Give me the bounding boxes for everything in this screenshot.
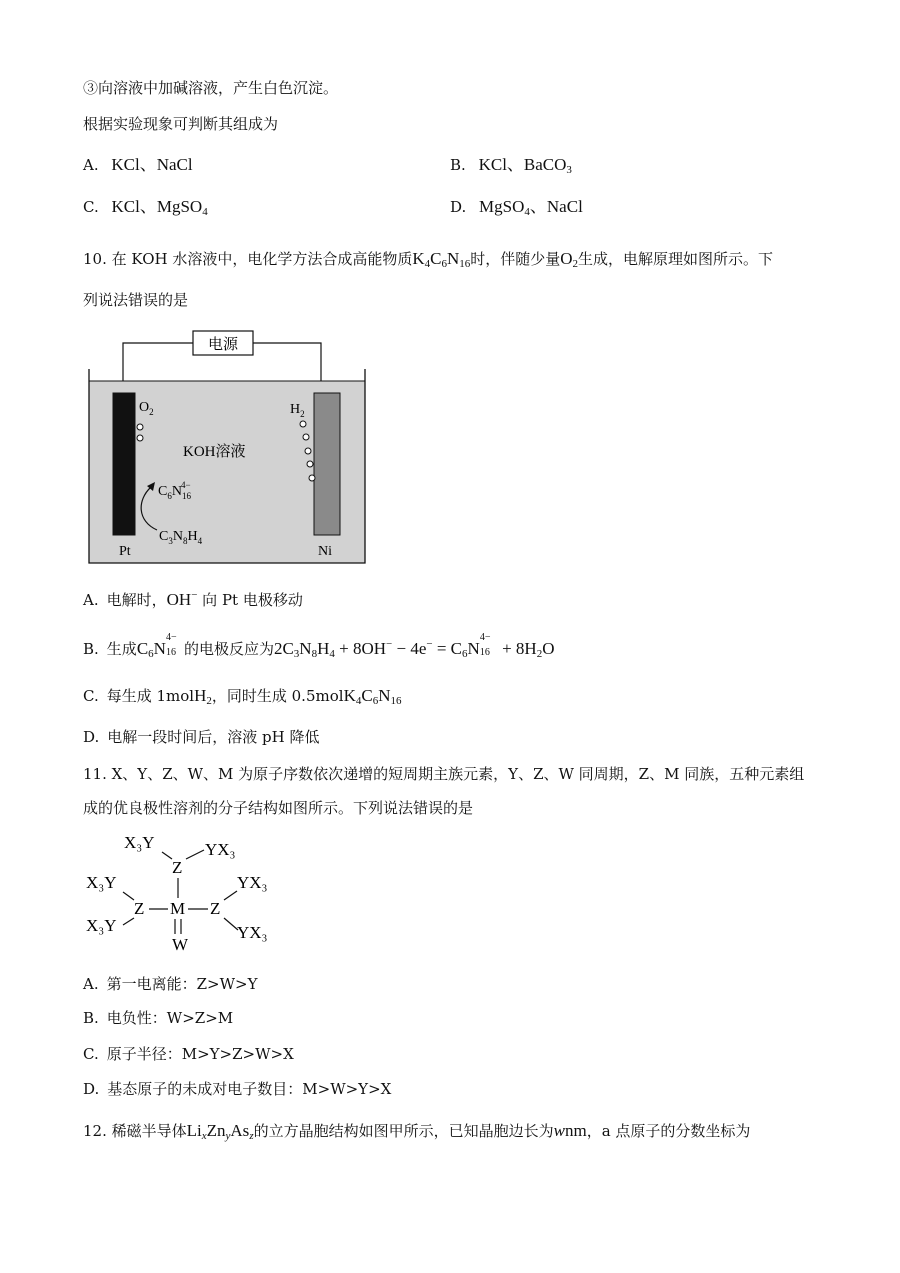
ni-electrode: [314, 393, 340, 535]
formula-lixznyasz: $Li_xZn_yAs_z$: [186, 1121, 254, 1142]
option-label: B.: [450, 156, 466, 174]
koh-solution-label: KOH溶液: [183, 444, 246, 460]
q9-step3: ③向溶液中加碱溶液，产生白色沉淀。: [83, 79, 339, 97]
product-label: $C_6N_{16}4-$: [158, 480, 191, 501]
q11-option-c: C. 原子半径：M>Y>Z>W>X: [83, 1045, 294, 1063]
formula-k4c6n16: $K_4C_6N_{16}$: [412, 249, 471, 270]
bubble: [309, 475, 315, 481]
q9-option-b: [450, 155, 572, 175]
ni-label: Ni: [318, 544, 332, 559]
group-yx3: YX₃: [205, 840, 236, 859]
group-x3y: X₃Y: [124, 833, 155, 852]
group-yx3: YX₃: [237, 923, 268, 942]
molecule-structure: [82, 828, 292, 958]
equation: $2C_3N_8H_4 + 8OH^- - 4e^- = C_6N$ 4− 16 + $8H_2O$: [273, 632, 555, 660]
q10-option-b: B. 生成$C_6N$ 4− 16 的电极反应为$2C_3N_8H_4 + 8OH^- - 4e^- = C_6N$ 4− 16 + $8H_2O$: [83, 632, 555, 660]
option-text: MgSO$_4$、NaCl: [479, 197, 583, 218]
option-text: KCl、NaCl: [111, 155, 193, 174]
q11-option-b: B. 电负性：W>Z>M: [83, 1009, 234, 1027]
bubble: [303, 434, 309, 440]
atom-z: Z: [134, 899, 145, 918]
q10-option-a: A. 电解时，OH− 向 Pt 电极移动: [83, 589, 303, 609]
group-x3y: X₃Y: [86, 916, 117, 935]
atom-z: Z: [172, 858, 183, 877]
h2-label: $H_2$: [290, 402, 305, 419]
q10-option-d: D. 电解一段时间后，溶液 pH 降低: [83, 728, 320, 746]
group-x3y: X₃Y: [86, 873, 117, 892]
o2-label: $O_2$: [139, 400, 154, 417]
atom-z: Z: [210, 899, 221, 918]
bubble: [137, 424, 143, 430]
bubble: [137, 435, 143, 441]
bubble: [305, 448, 311, 454]
q10-option-c: C. 每生成 1molH$_2$，同时生成 $0.5molK_4C_6N_{16}$: [83, 686, 402, 707]
reactant-label: $C_3N_8H_4$: [159, 529, 203, 546]
q9-option-c: [83, 197, 208, 217]
option-label: C.: [83, 198, 99, 216]
q11-stem-line1: 11. X、Y、Z、W、M 为原子序数依次递增的短周期主族元素，Y、Z、W 同周期，Z、M 同族，五种元素组: [83, 765, 805, 783]
electrolysis-diagram: [85, 325, 385, 570]
q12-stem: 12. 稀磁半导体$Li_xZn_yAs_z$的立方晶胞结构如图甲所示，已知晶胞边长为wnm，a 点原子的分数坐标为: [83, 1121, 751, 1142]
formula-o2: $O_2$: [560, 249, 579, 270]
q10-stem-line1: 10. 在 KOH 水溶液中，电化学方法合成高能物质$K_4C_6N_{16}$时，伴随少量$O_2$生成，电解原理如图所示。下: [83, 249, 774, 270]
atom-m: M: [170, 899, 186, 918]
option-text: KCl、MgSO$_4$: [111, 197, 208, 218]
group-yx3: YX₃: [237, 873, 268, 892]
q9-stem: 根据实验现象可判断其组成为: [83, 115, 279, 133]
option-text: KCl、BaCO$_3$: [478, 155, 572, 176]
option-label: A.: [83, 156, 99, 174]
bubble: [300, 421, 306, 427]
q11-option-a: A. 第一电离能：Z>W>Y: [83, 975, 258, 993]
q10-stem-line2: 列说法错误的是: [83, 291, 189, 309]
option-label: D.: [450, 198, 467, 216]
q9-option-a: [83, 155, 193, 175]
pt-electrode: [113, 393, 135, 535]
q11-option-d: D. 基态原子的未成对电子数目：M>W>Y>X: [83, 1080, 392, 1098]
bubble: [307, 461, 313, 467]
q11-stem-line2: 成的优良极性溶剂的分子结构如图所示。下列说法错误的是: [83, 799, 474, 817]
q9-option-d: [450, 197, 583, 217]
atom-w: W: [172, 935, 189, 954]
pt-label: Pt: [119, 544, 131, 559]
power-label: 电源: [207, 337, 239, 353]
